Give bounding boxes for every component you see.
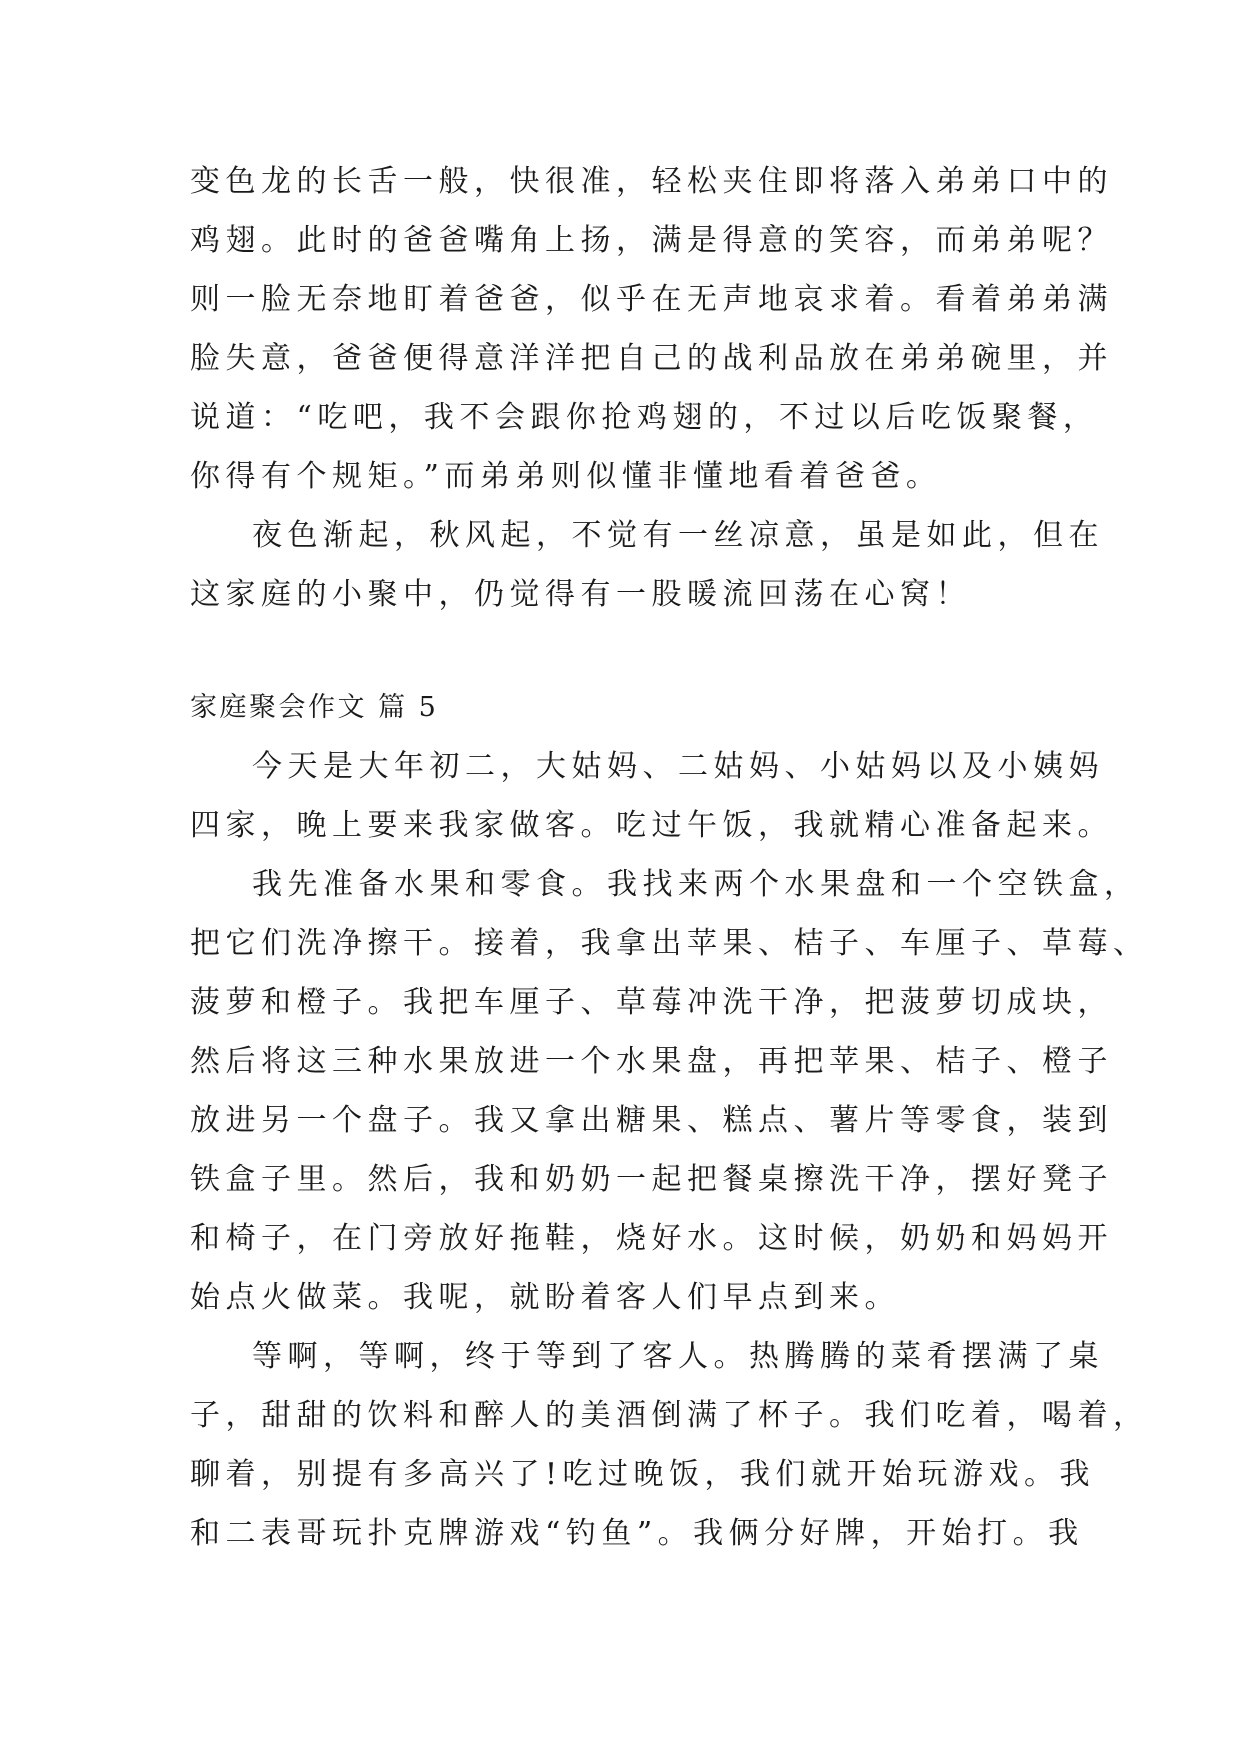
paragraph-line: 和二表哥玩扑克牌游戏“钓鱼”。我俩分好牌，开始打。我 (190, 1516, 1084, 1551)
paragraph-line: 聊着，别提有多高兴了!吃过晚饭，我们就开始玩游戏。我 (190, 1457, 1096, 1492)
paragraph-line: 和椅子，在门旁放好拖鞋，烧好水。这时候，奶奶和妈妈开 (190, 1221, 1113, 1256)
paragraph-line: 鸡翅。此时的爸爸嘴角上扬，满是得意的笑容，而弟弟呢？ (190, 223, 1113, 258)
paragraph-line: 然后将这三种水果放进一个水果盘，再把苹果、桔子、橙子 (190, 1044, 1113, 1079)
section-heading: 家庭聚会作文 篇 5 (190, 692, 439, 723)
paragraph-line: 等啊，等啊，终于等到了客人。热腾腾的菜肴摆满了桌 (252, 1339, 1104, 1374)
paragraph-line: 这家庭的小聚中，仍觉得有一股暖流回荡在心窝！ (190, 577, 971, 612)
paragraph-line: 铁盒子里。然后，我和奶奶一起把餐桌擦洗干净，摆好凳子 (190, 1162, 1113, 1197)
paragraph-line: 你得有个规矩。”而弟弟则似懂非懂地看着爸爸。 (190, 459, 942, 494)
paragraph-line: 始点火做菜。我呢，就盼着客人们早点到来。 (190, 1280, 900, 1315)
paragraph-line: 脸失意，爸爸便得意洋洋把自己的战利品放在弟弟碗里，并 (190, 341, 1113, 376)
paragraph-line: 我先准备水果和零食。我找来两个水果盘和一个空铁盒， (252, 867, 1140, 902)
paragraph-line: 子，甜甜的饮料和醉人的美酒倒满了杯子。我们吃着，喝着， (190, 1398, 1149, 1433)
paragraph-line: 变色龙的长舌一般，快很准，轻松夹住即将落入弟弟口中的 (190, 164, 1113, 199)
paragraph-line: 菠萝和橙子。我把车厘子、草莓冲洗干净，把菠萝切成块， (190, 985, 1113, 1020)
paragraph-line: 今天是大年初二，大姑妈、二姑妈、小姑妈以及小姨妈 (252, 749, 1104, 784)
paragraph-line: 四家，晚上要来我家做客。吃过午饭，我就精心准备起来。 (190, 808, 1113, 843)
paragraph-line: 把它们洗净擦干。接着，我拿出苹果、桔子、车厘子、草莓、 (190, 926, 1149, 961)
paragraph-line: 说道：“吃吧，我不会跟你抢鸡翅的，不过以后吃饭聚餐， (190, 400, 1099, 435)
paragraph-line: 夜色渐起，秋风起，不觉有一丝凉意，虽是如此，但在 (252, 518, 1104, 553)
paragraph-line: 放进另一个盘子。我又拿出糖果、糕点、薯片等零食，装到 (190, 1103, 1113, 1138)
paragraph-line: 则一脸无奈地盯着爸爸，似乎在无声地哀求着。看着弟弟满 (190, 282, 1113, 317)
